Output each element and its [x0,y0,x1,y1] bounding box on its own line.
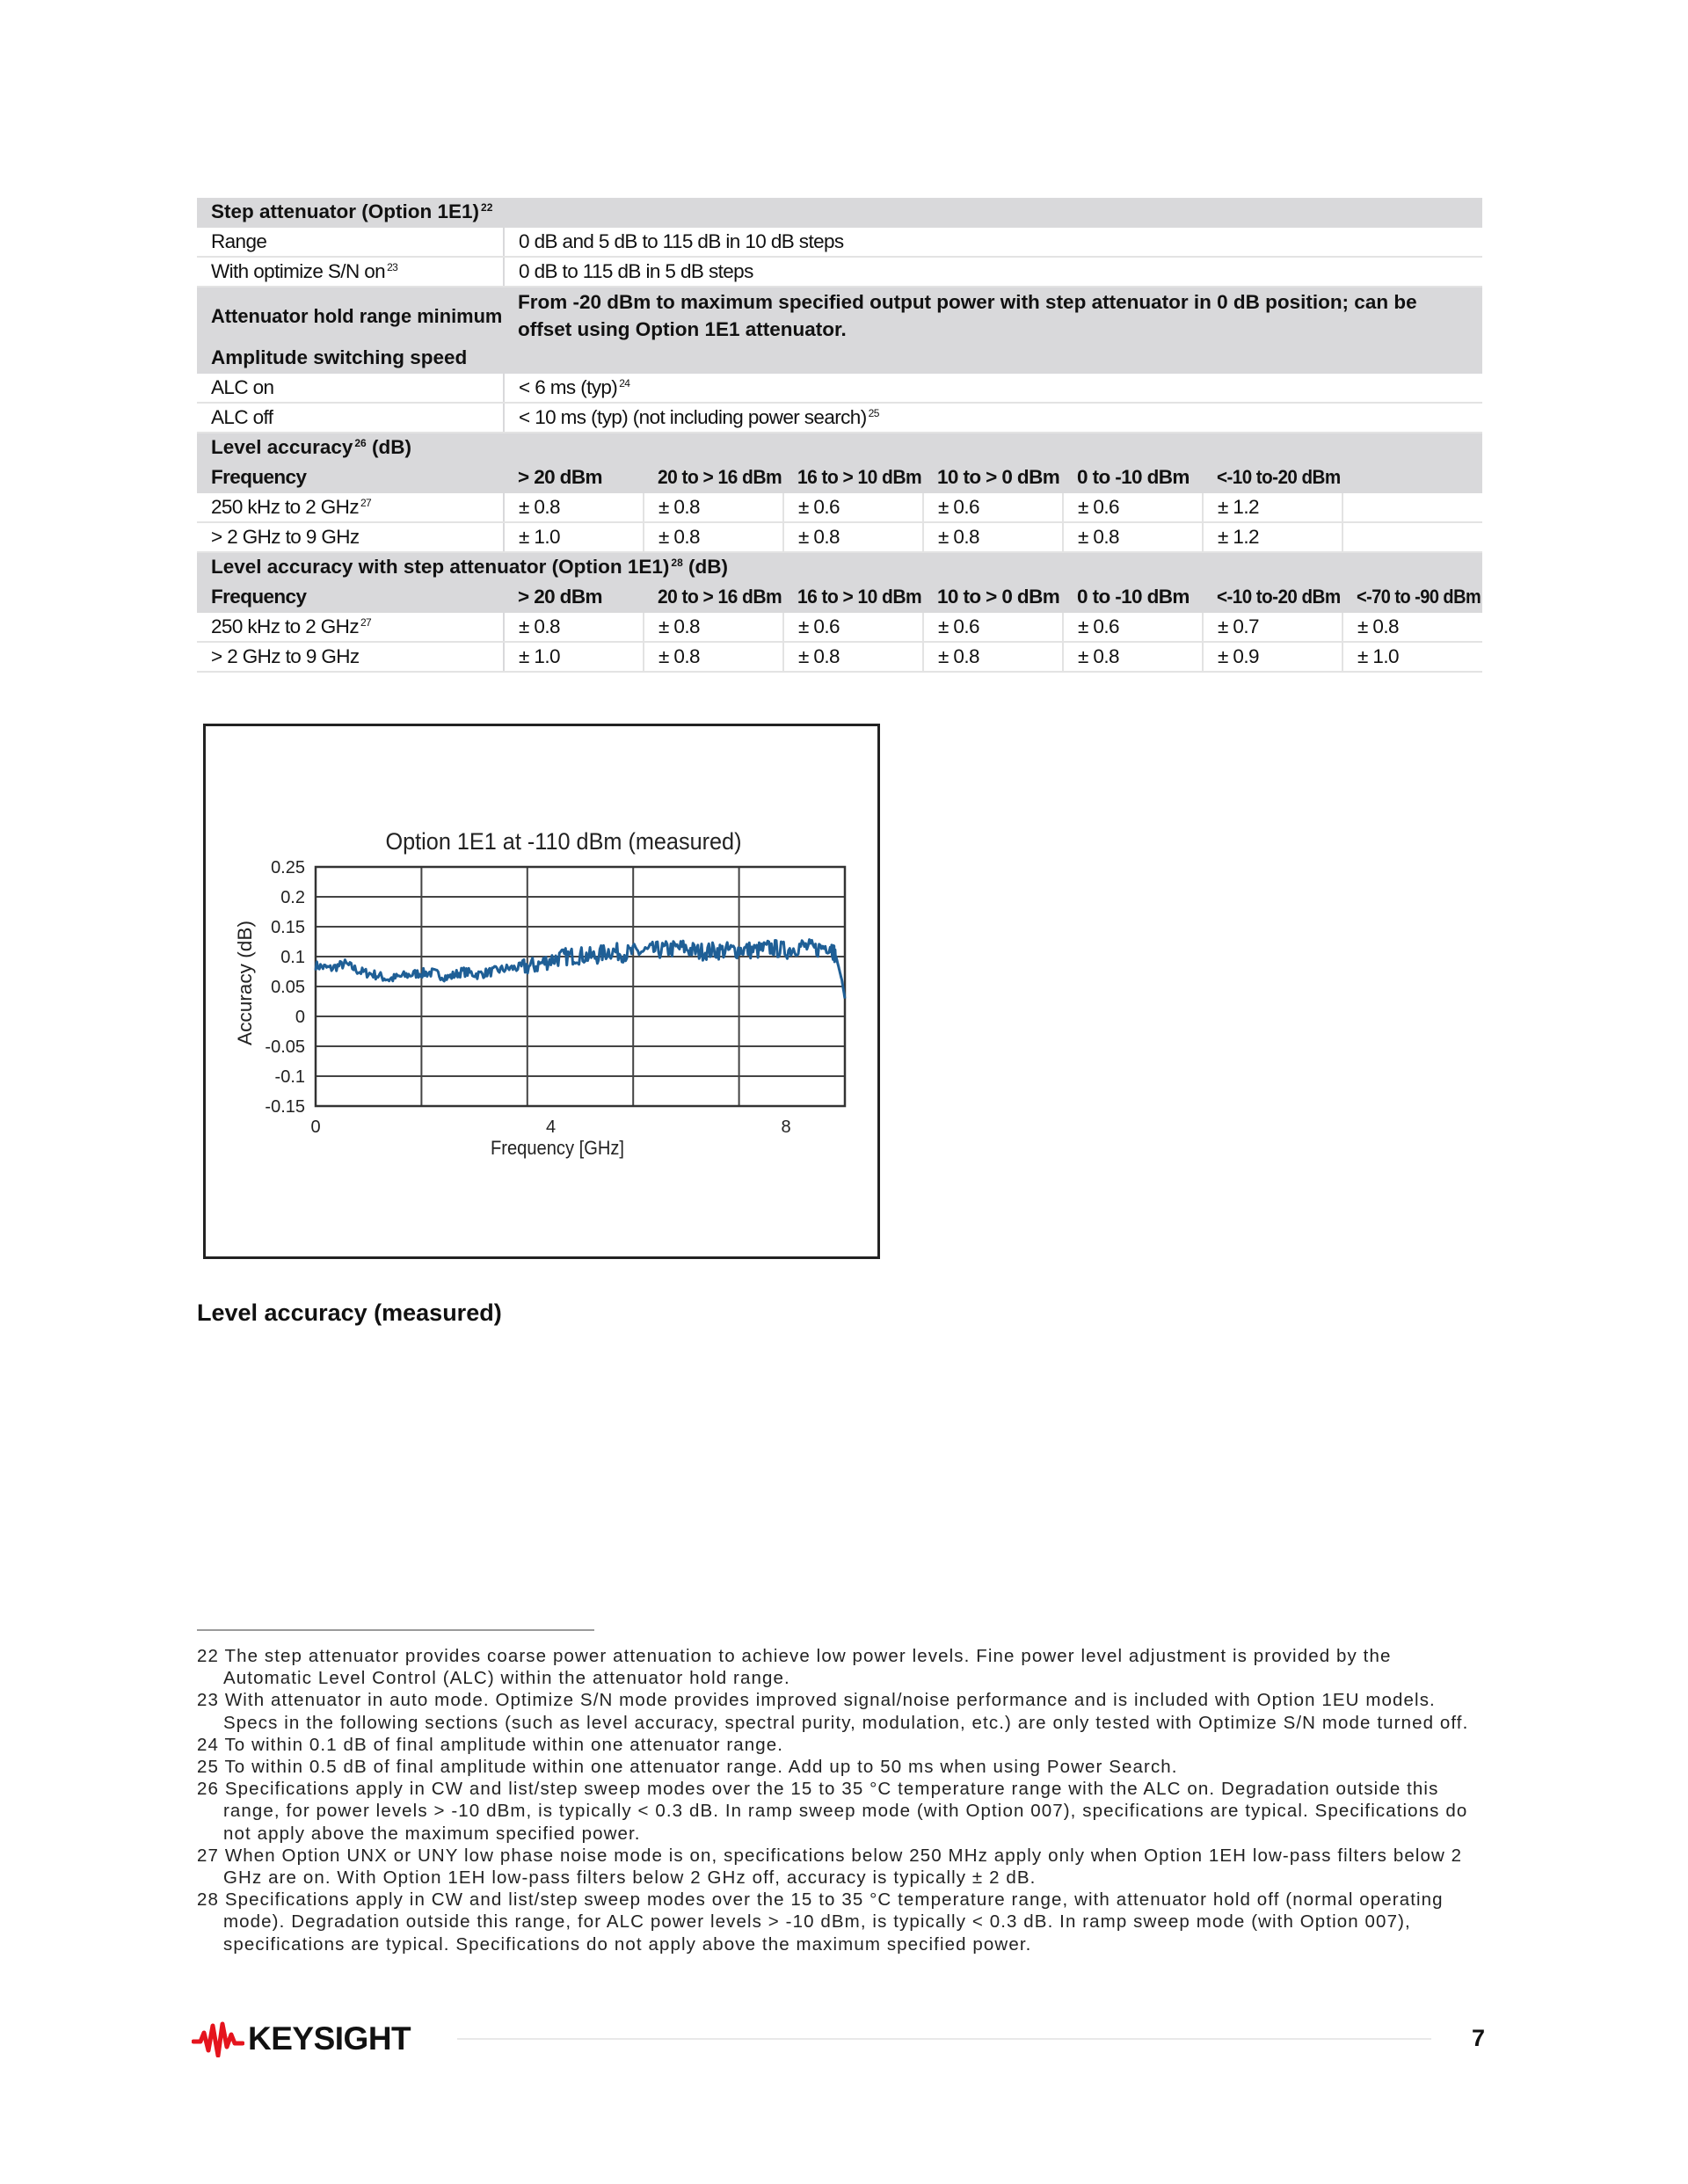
footnotes [197,1645,1482,1955]
spec-table [197,198,1482,673]
footnote-ref: 28 [671,557,683,569]
footnote-ref: 23 [387,261,398,273]
value-cell: ± 1.0 [1342,642,1482,672]
footnote [197,1689,1482,1733]
row-value: 0 dB to 115 dB in 5 dB steps [504,257,1482,287]
footnote-text: To within 0.5 dB of final amplitude within one attenuator range. Add up to 50 ms when using Power Search. [224,1757,1178,1778]
value-cell: ± 0.8 [644,492,783,522]
chart-frame [203,724,880,1259]
value-cell: ± 0.6 [783,492,923,522]
value-cell: ± 1.0 [504,642,644,672]
row-label: With optimize S/N on [211,260,386,282]
column-header: 0 to -10 dBm [1063,462,1203,492]
value-cell: ± 0.6 [923,612,1063,642]
switching-speed-header-row [197,344,1482,373]
y-tick-label: 0 [295,1008,305,1027]
column-header: 0 to -10 dBm [1063,582,1203,612]
table-row [197,612,1482,642]
column-header: <-70 to -90 dBm [1342,582,1482,612]
x-tick-label: 8 [781,1117,791,1137]
level-accuracy-unit: (dB) [372,436,411,458]
row-label: ALC off [197,403,504,433]
column-header: 16 to > 10 dBm [783,582,923,612]
value-cell: ± 1.2 [1203,492,1342,522]
footnote-number: 26 [197,1779,220,1800]
brand-name: KEYSIGHT [248,2020,411,2057]
table-row [197,403,1482,433]
footnote-ref: 27 [360,497,372,509]
step-attenuator-title: Step attenuator (Option 1E1) [211,200,480,222]
row-value: < 6 ms (typ) [519,376,618,398]
value-cell: ± 0.8 [1063,522,1203,552]
footer-divider [457,2038,1431,2040]
footnote [197,1756,1482,1778]
column-header: <-10 to-20 dBm [1203,462,1342,492]
y-tick-label: 0.2 [280,888,305,907]
chart-x-label: Frequency [GHz] [491,1137,624,1159]
footnote [197,1889,1482,1955]
footnote-text: When Option UNX or UNY low phase noise mode is on, specifications below 250 MHz apply only when Option 1EH low-pass filters below 2 GHz are on. With Option 1EH low-pass filters below 2 GHz off, accuracy is typically ± 2 dB. [223,1845,1463,1889]
hold-range-row [197,287,1482,344]
column-header: > 20 dBm [504,582,644,612]
level-accuracy-atten-unit: (dB) [688,556,728,578]
hold-range-label: Attenuator hold range minimum [197,287,504,344]
row-value: 0 dB and 5 dB to 115 dB in 10 dB steps [504,227,1482,257]
frequency-cell: 250 kHz to 2 GHz [211,615,359,637]
switching-speed-title: Amplitude switching speed [197,344,1482,373]
frequency-cell: 250 kHz to 2 GHz [211,496,359,518]
table-row [197,227,1482,257]
y-tick-label: -0.15 [265,1097,305,1117]
footnote [197,1778,1482,1845]
footnote-ref: 25 [868,407,879,419]
y-tick-label: -0.1 [274,1067,305,1087]
footnote-divider [197,1629,594,1631]
footnote-ref: 24 [619,377,630,389]
value-cell: ± 0.8 [783,522,923,552]
value-cell: ± 0.6 [1063,612,1203,642]
chart-caption: Level accuracy (measured) [197,1299,502,1326]
footnote-number: 25 [197,1757,220,1778]
value-cell: ± 0.8 [1342,612,1482,642]
level-accuracy-atten-header-row [197,552,1482,582]
footnote-ref: 27 [360,616,372,629]
column-header: Frequency [197,462,504,492]
table-row [197,373,1482,403]
table-row [197,522,1482,552]
frequency-cell: > 2 GHz to 9 GHz [197,642,504,672]
footnote-text: Specifications apply in CW and list/step sweep modes over the 15 to 35 °C temperature range with the ALC on. Degradation outside this range, for power levels > -10 dBm, is typically < 0.3 dB. In ramp sweep mode (with Option 007), specifications are typical. Specifications do not apply above the maximum specified power. [223,1779,1468,1844]
value-cell: ± 0.8 [504,612,644,642]
value-cell: ± 0.6 [783,612,923,642]
value-cell: ± 0.8 [783,642,923,672]
chart-y-label: Accuracy (dB) [234,923,256,1045]
value-cell: ± 0.8 [644,522,783,552]
x-tick-label: 0 [310,1117,321,1137]
y-tick-label: 0.15 [271,918,305,937]
level-accuracy-atten-column-headers [197,582,1482,612]
footnote [197,1645,1482,1689]
x-tick-label: 4 [545,1117,557,1137]
footnote-ref: 26 [354,437,367,449]
row-label: Range [197,227,504,257]
footnote-number: 24 [197,1734,220,1755]
value-cell: ± 0.6 [923,492,1063,522]
footnote-number: 28 [197,1889,220,1911]
table-row [197,642,1482,672]
y-tick-label: -0.05 [265,1037,305,1057]
value-cell: ± 0.8 [923,522,1063,552]
table-row [197,492,1482,522]
value-cell: ± 0.8 [644,612,783,642]
column-header: 20 to > 16 dBm [644,462,783,492]
keysight-logo [192,2019,420,2059]
footnote [197,1734,1482,1756]
accuracy-chart [206,726,877,1256]
value-cell: ± 0.8 [644,642,783,672]
hold-range-value: From -20 dBm to maximum specified output power with step attenuator in 0 dB position; can be offset using Option 1E1 attenuator. [504,287,1482,344]
footnote-number: 27 [197,1845,220,1866]
column-header: <-10 to-20 dBm [1203,582,1342,612]
column-header: Frequency [197,582,504,612]
level-accuracy-title: Level accuracy [211,436,353,458]
footnote-text: With attenuator in auto mode. Optimize S/N mode provides improved signal/noise performance and is included with Option 1EU models. Specs in the following sections (such as level accuracy, spectral purity, modulation, etc.) are only tested with Optimize S/N mode turned off. [223,1690,1469,1733]
row-value: < 10 ms (typ) (not including power search) [519,406,867,428]
level-accuracy-column-headers [197,462,1482,492]
y-tick-label: 0.1 [280,948,305,967]
page-number: 7 [1472,2025,1486,2051]
footnote-text: The step attenuator provides coarse power attenuation to achieve low power levels. Fine power level adjustment is provided by the Automatic Level Control (ALC) within the attenuator hold range. [223,1646,1392,1689]
level-accuracy-atten-title: Level accuracy with step attenuator (Option 1E1) [211,556,670,578]
table-row [197,257,1482,287]
column-header: > 20 dBm [504,462,644,492]
frequency-cell: > 2 GHz to 9 GHz [197,522,504,552]
value-cell: ± 0.8 [1063,642,1203,672]
value-cell: ± 0.6 [1063,492,1203,522]
value-cell: ± 1.0 [504,522,644,552]
column-header: 20 to > 16 dBm [644,582,783,612]
level-accuracy-header-row [197,433,1482,462]
footnote-text: To within 0.1 dB of final amplitude within one attenuator range. [224,1734,784,1755]
column-header: 10 to > 0 dBm [923,462,1063,492]
value-cell: ± 0.9 [1203,642,1342,672]
footnote-number: 23 [197,1690,220,1711]
keysight-wave-icon [192,2020,244,2057]
series-line-accuracy [316,940,845,999]
y-tick-label: 0.05 [271,978,305,997]
footnote-ref: 22 [481,201,493,214]
footnote-text: Specifications apply in CW and list/step sweep modes over the 15 to 35 °C temperature range, with attenuator hold off (normal operating mode). Degradation outside this range, for ALC power levels > -10 dBm, is typically < 0.3 dB. In ramp sweep mode (with Option 007), specifications are typical. Specifications do not apply above the maximum specified power. [223,1889,1444,1955]
chart-title: Option 1E1 at -110 dBm (measured) [385,828,742,855]
column-header: 16 to > 10 dBm [783,462,923,492]
step-attenuator-header-row [197,198,1482,227]
value-cell: ± 0.8 [504,492,644,522]
value-cell: ± 1.2 [1203,522,1342,552]
row-label: ALC on [197,373,504,403]
footnote-number: 22 [197,1646,220,1666]
y-tick-label: 0.25 [271,858,305,877]
value-cell: ± 0.7 [1203,612,1342,642]
footnote [197,1845,1482,1889]
column-header: 10 to > 0 dBm [923,582,1063,612]
value-cell: ± 0.8 [923,642,1063,672]
